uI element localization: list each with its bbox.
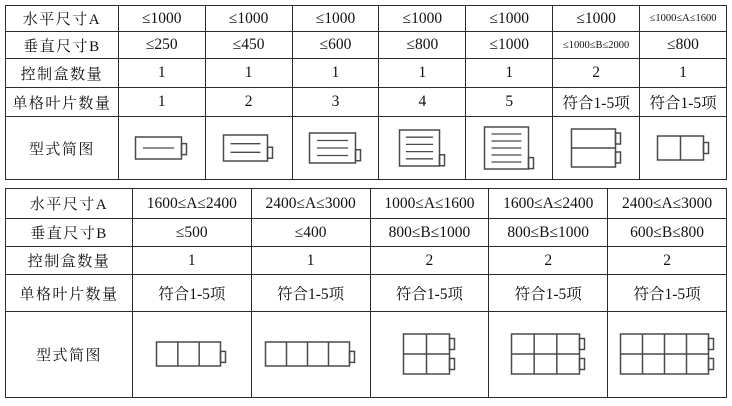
value-cell: 1	[379, 59, 466, 88]
table-row	[6, 59, 727, 88]
value-cell: 1000≤A≤1600	[370, 189, 489, 219]
value-cell: 1600≤A≤2400	[132, 189, 251, 219]
value-cell: ≤450	[205, 32, 292, 59]
two-side-by-side-units-diagram	[656, 134, 711, 163]
value-cell: 1600≤A≤2400	[489, 189, 608, 219]
value-cell: 3	[292, 88, 379, 117]
value-cell: ≤1000	[118, 6, 205, 32]
value-cell: 1	[118, 88, 205, 117]
value-cell: ≤1000	[466, 32, 553, 59]
value-cell: 1	[466, 59, 553, 88]
row-label: 型式简图	[6, 312, 133, 398]
value-cell: 1	[132, 247, 251, 275]
diagram-cell	[608, 312, 727, 398]
value-cell: ≤1000	[379, 6, 466, 32]
four-cells-row-unit-diagram	[264, 340, 357, 369]
value-cell: 800≤B≤1000	[489, 219, 608, 247]
value-cell: 1	[640, 59, 727, 88]
value-cell: ≤800	[640, 32, 727, 59]
value-cell: ≤400	[251, 219, 370, 247]
value-cell: 4	[379, 88, 466, 117]
row-label: 型式简图	[6, 117, 119, 180]
row-label: 控制盒数量	[6, 247, 133, 275]
value-cell: 1	[205, 59, 292, 88]
row-label: 水平尺寸A	[6, 189, 133, 219]
diagram-cell	[553, 117, 640, 180]
diagram-row	[6, 117, 727, 180]
value-cell: 2	[608, 247, 727, 275]
diagram-cell	[132, 312, 251, 398]
value-cell: 符合1-5项	[640, 88, 727, 117]
row-label: 单格叶片数量	[6, 88, 119, 117]
five-blade-unit-diagram	[483, 125, 536, 172]
diagram-cell	[251, 312, 370, 398]
diagram-row	[6, 312, 727, 398]
value-cell: 2	[489, 247, 608, 275]
grid-2x4-unit-diagram	[619, 332, 716, 377]
table-row	[6, 189, 727, 219]
row-label: 控制盒数量	[6, 59, 119, 88]
diagram-cell	[640, 117, 727, 180]
value-cell: ≤1000	[292, 6, 379, 32]
one-blade-unit-diagram	[134, 135, 189, 162]
value-cell: 5	[466, 88, 553, 117]
value-cell: ≤500	[132, 219, 251, 247]
grid-2x3-unit-diagram	[510, 332, 587, 377]
value-cell: 符合1-5项	[370, 275, 489, 312]
value-cell: ≤250	[118, 32, 205, 59]
table-row	[6, 275, 727, 312]
row-label: 单格叶片数量	[6, 275, 133, 312]
row-label: 垂直尺寸B	[6, 32, 119, 59]
value-cell: 2	[553, 59, 640, 88]
three-blade-unit-diagram	[308, 131, 363, 166]
value-cell: ≤1000	[466, 6, 553, 32]
spec-table-bottom	[5, 188, 727, 398]
value-cell: ≤1000≤A≤1600	[640, 6, 727, 32]
diagram-cell	[370, 312, 489, 398]
value-cell: ≤1000	[553, 6, 640, 32]
value-cell: 2400≤A≤3000	[608, 189, 727, 219]
value-cell: 1	[118, 59, 205, 88]
value-cell: ≤600	[292, 32, 379, 59]
diagram-cell	[292, 117, 379, 180]
diagram-cell	[489, 312, 608, 398]
three-cells-row-unit-diagram	[155, 340, 228, 369]
grid-2x2-unit-diagram	[402, 332, 457, 377]
table-row	[6, 88, 727, 117]
diagram-cell	[379, 117, 466, 180]
value-cell: ≤1000≤B≤2000	[553, 32, 640, 59]
value-cell: 符合1-5项	[553, 88, 640, 117]
value-cell: ≤1000	[205, 6, 292, 32]
diagram-cell	[205, 117, 292, 180]
value-cell: 2400≤A≤3000	[251, 189, 370, 219]
diagram-cell	[466, 117, 553, 180]
two-stacked-units-diagram	[570, 127, 623, 170]
value-cell: 符合1-5项	[251, 275, 370, 312]
four-blade-unit-diagram	[398, 128, 447, 169]
value-cell: 1	[292, 59, 379, 88]
row-label: 水平尺寸A	[6, 6, 119, 32]
table-row	[6, 6, 727, 32]
value-cell: ≤800	[379, 32, 466, 59]
diagram-cell	[118, 117, 205, 180]
value-cell: 符合1-5项	[489, 275, 608, 312]
row-label: 垂直尺寸B	[6, 219, 133, 247]
value-cell: 2	[370, 247, 489, 275]
value-cell: 1	[251, 247, 370, 275]
table-row	[6, 247, 727, 275]
value-cell: 符合1-5项	[608, 275, 727, 312]
table-row	[6, 32, 727, 59]
value-cell: 符合1-5项	[132, 275, 251, 312]
value-cell: 800≤B≤1000	[370, 219, 489, 247]
table-row	[6, 219, 727, 247]
value-cell: 600≤B≤800	[608, 219, 727, 247]
two-blade-unit-diagram	[222, 133, 275, 164]
value-cell: 2	[205, 88, 292, 117]
spec-table-top	[5, 5, 727, 180]
